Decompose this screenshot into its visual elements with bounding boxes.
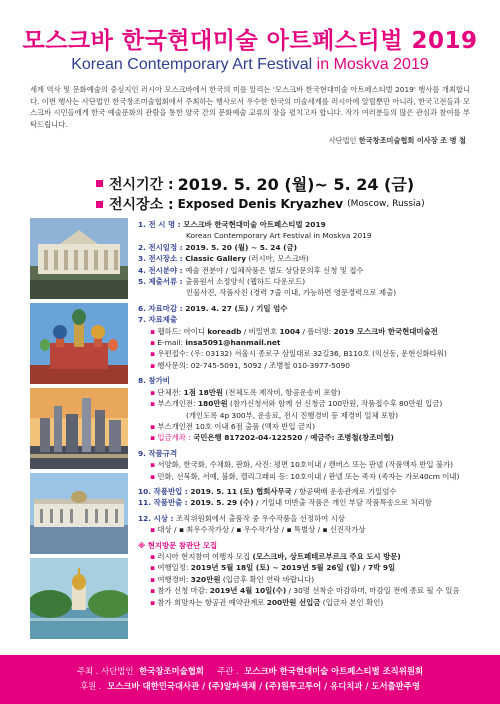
item-documents [138, 276, 478, 287]
moscow-city-skyline [30, 388, 128, 469]
item-value: Classic Gallery [185, 254, 247, 264]
text: 우편접수: (우: 03132) 서울시 종로구 삼일대로 32길36, B110호 (익선동, 운현신화타워) [157, 349, 447, 359]
text: 참가 신청 마감: [157, 586, 210, 596]
text: 웹하드: 아이디 [157, 326, 208, 336]
text: (입금자 본인 확인) [320, 597, 384, 607]
item-value: 2019. 5. 11 (토) 협회사무국 [190, 486, 292, 496]
item-email: ▪ E-mail: insa5091@hanmail.net [150, 338, 281, 348]
item-mail: ▪ 우편접수: (우: 03132) 서울시 종로구 삼일대로 32길36, B110호 (익선동, 운현신화타워) [150, 349, 447, 359]
item-fee-booth-rule: ▪ 부스개인전 10호 이내 6점 출품 (액자 반입 금지) [150, 421, 316, 431]
text: 여행일정: [157, 563, 191, 573]
support-value: 모스크바 대한민국대사관 / (주)알파색채 / (주)원투고투어 / 유디치과 / 도서출판주영 [107, 681, 420, 691]
poster-title-english [0, 56, 500, 74]
item-schedule [138, 242, 478, 253]
item-inquiry: ▪ 행사문의: 02-745-5091, 5092 / 조병철 010-3977-5090 [150, 360, 350, 370]
fee-value: 180만원 [197, 399, 228, 409]
intro-paragraph: 세계 역사 및 문화예술의 중심지인 러시아 모스크바에서 한국의 미를 알리는 '모스크바 한국현대미술 아트페스티벌 2019' 행사를 개최합니다. 이번 행사는 사단법인 한국창조미술협회에서 주최하는 행사로서 우수한 한국의 미술세계를 러시아에 알릴뿐만 아니라, 한국고전들과 모스크바 시민들에게 한국 예술문화의 관람을 통한 양국 간의 문화예술 교류의 장을 펼치고자 합니다. 작가 여러분들의 많은 관심과 참여를 부탁드립니다. [30, 85, 470, 129]
footer-banner [0, 655, 500, 704]
exhibition-period [96, 172, 414, 195]
tour-recruit: ▪ 러시아 현지참여 여행자 모집 (모스크바, 상트페테르부르크 주요 도시 방문) [150, 551, 401, 561]
item-size-b: ▪ 민화, 선묵화, 서예, 불화, 캘리그래피 등: 10호이내 / 판넬 또는 족자 (족자는 가로40cm 이내) [150, 471, 460, 481]
item-head: 1. 전 시 명 : [138, 220, 184, 229]
item-submission-head: 7. 자료제출 [138, 315, 178, 325]
tour-schedule: ▪ 여행일정: 2019년 5월 18일 (토) ~ 2019년 5월 26일 (일) / 7박 9일 [150, 563, 396, 573]
period-value: 2019. 5. 20 (월)~ 5. 24 (금) [177, 175, 415, 194]
tour-value: (모스크바, 상트페테르부르크 주요 도시 방문) [252, 551, 401, 561]
text: (전체도록 제작비, 항공운송비 포함) [223, 387, 341, 397]
text: 행사문의: 02-745-5091, 5092 / 조병철 010-3977-5090 [157, 360, 350, 370]
item-value: 2019. 4. 27 (토) / 기일 엄수 [185, 303, 288, 313]
poster-title-korean: 모스크바 한국현대미술 아트페스티벌 2019 [22, 28, 478, 54]
item-head: 4. 전시분야 : [138, 265, 186, 275]
item-fee-booth: ▪ 부스개인전: 180만원 (참가신청서와 함께 선 신청금 100만원, 작품접수후 80만원 입금) [150, 399, 443, 409]
text: 대상 / ▪ 최우수작가상 / ▪ 우수작가상 / ▪ 특별상 / ▪ 신진작가상 [157, 525, 366, 535]
moscow-classic-building [30, 218, 128, 299]
item-head: 11. 작품반출 : [138, 498, 191, 508]
item-value: 조직위원회에서 출품작 중 우수작품을 선정하여 시상 [176, 513, 345, 523]
item-exhibition-name-en: Korean Contemporary Art Festival in Moskva 2019 [186, 231, 372, 241]
item-size-a: ▪ 서양화, 한국화, 수채화, 판화, 사진: 평면 10호이내 / 캔버스 또는 판넬 (작품액자 반입 불가) [150, 460, 454, 470]
item-artwork-out [138, 497, 478, 508]
text: 부스개인전: [157, 399, 198, 409]
footer-host-line [0, 664, 500, 679]
item-field [138, 265, 478, 276]
text: 부스개인전 10호 이내 6점 출품 (액자 반입 금지) [157, 421, 316, 431]
text: / 30명 선착순 마감하며, 마감일 전에 종료 될 수 있음 [286, 586, 460, 596]
venue-value: Exposed Denis Kryazhev [177, 197, 344, 211]
text: 여행경비: [157, 574, 191, 584]
item-fee-booth-sub: (개인도록 4p 300부, 운송료, 전시 진행경비 등 제경비 일체 포함) [186, 410, 399, 420]
item-fee-group: ▪ 단체전: 1점 18만원 (전체도록 제작비, 항공운송비 포함) [150, 387, 341, 397]
item-head: 10. 작품반입 : [138, 486, 191, 496]
st-petersburg-palace [30, 473, 128, 554]
text: 민화, 선묵화, 서예, 불화, 캘리그래피 등: 10호이내 / 판넬 또는 족자 (족자는 가로40cm 이내) [157, 471, 460, 481]
item-fee-head: 8. 참가비 [138, 376, 170, 386]
item-documents-2: 인물사진, 작품사진 (경력 7줄 이내, 가능하면 영문경력으로 제출) [186, 288, 397, 298]
item-head: 2. 전시일정 : [138, 242, 186, 252]
sponsor-prefix: 사단법인 [328, 136, 359, 145]
text: 러시아 현지참여 여행자 모집 [157, 551, 253, 561]
venue-label: 전시장소 : [109, 197, 174, 213]
item-head: 5. 제출서류 : [138, 277, 186, 287]
item-head: 3. 전시장소 : [138, 254, 186, 264]
text: (참가신청서와 함께 선 신청금 100만원, 작품접수후 80만원 입금) [227, 399, 443, 409]
organizer-label: 주관 . [217, 666, 239, 676]
item-artwork-in [138, 486, 478, 497]
moscow-kremlin-cathedral [30, 303, 128, 384]
title-en-tail: in Moskva 2019 [312, 56, 429, 73]
item-tail: (러시아, 모스크바) [246, 254, 309, 264]
item-exhibition-name [138, 219, 478, 230]
item-value: 모스크바 한국현대미술 아트페스티벌 2019 [183, 220, 326, 229]
sponsor-signature [329, 136, 466, 146]
item-bank-account: ▪ 입금계좌 : 국민은행 817202-04-122520 / 예금주: 조병철(창조미협) [150, 433, 394, 443]
tour-cost: ▪ 여행경비: 320만원 (입금후 확인 연락 바랍니다) [150, 574, 315, 584]
text: (입금후 확인 연락 바랍니다) [220, 574, 315, 584]
item-deadline [138, 303, 478, 314]
footer-support-line [0, 679, 500, 694]
item-awards [138, 513, 478, 524]
text: / 비밀번호 [241, 326, 280, 336]
details-section [138, 219, 478, 608]
item-tail: / 항공택배 운송관계로 기일엄수 [291, 486, 397, 496]
title-en-main: Korean Contemporary Art Festival [71, 56, 313, 73]
period-label: 전시기간 : [109, 176, 174, 193]
webhard-id: koreadb [207, 326, 242, 336]
item-awards-list: ▪ 대상 / ▪ 최우수작가상 / ▪ 우수작가상 / ▪ 특별상 / ▪ 신진작가상 [150, 525, 366, 535]
text: 단체전: [157, 387, 184, 397]
tour-head: ※ 현지방문 참관단 모집 [138, 540, 218, 550]
item-webhard: ▪ 웹하드: 아이디 koreadb / 비밀번호 1004 / 폴더명: 2019 모스크바 한국현대미술전 [150, 326, 438, 336]
webhard-folder: 2019 모스크바 한국현대미술전 [333, 326, 438, 336]
item-head: 12. 시상 : [138, 513, 177, 523]
text: E-mail: [157, 338, 186, 348]
venue-bullet-icon [96, 201, 103, 208]
item-value: 출품원서 소정양식 (웹하드 다운로드) [185, 277, 306, 287]
item-value: 2019. 5. 20 (월) ~ 5. 24 (금) [185, 242, 298, 252]
exhibition-venue [96, 194, 425, 214]
tour-deadline: ▪ 참가 신청 마감: 2019년 4월 10일(수) / 30명 선착순 마감하며, 마감일 전에 종료 될 수 있음 [150, 586, 460, 596]
tour-deposit: ▪ 참가 희망자는 항공권 예약관계로 200만원 선입금 (입금자 본인 확인) [150, 597, 384, 607]
organizer-value: 모스크바 한국현대미술 아트페스티벌 조직위원회 [244, 666, 424, 676]
item-head: 6. 자료마감 : [138, 303, 186, 313]
photo-column [30, 218, 128, 643]
item-tail: / 기일내 미반출 작품은 개인 부담 작품특송으로 처리함 [253, 498, 432, 508]
account-value: 국민은행 817202-04-122520 / 예금주: 조병철(창조미협) [193, 433, 394, 443]
period-bullet-icon [96, 180, 103, 187]
item-venue [138, 253, 478, 264]
support-label: 후원 . [80, 681, 102, 691]
sponsor-name: 한국창조미술협회 이사장 조 병 철 [358, 136, 466, 145]
webhard-password: 1004 [279, 326, 301, 336]
russian-church-river [30, 558, 128, 639]
host-value: 한국창조미술협회 [139, 666, 204, 676]
email-link[interactable]: insa5091@hanmail.net [185, 338, 281, 348]
venue-sub: (Moscow, Russia) [347, 199, 425, 209]
text: / 폴더명: [300, 326, 334, 336]
text: 참가 희망자는 항공권 예약관계로 [157, 597, 267, 607]
item-size-head: 9. 작품규격 [138, 448, 178, 458]
fee-value: 1점 18만원 [183, 387, 224, 397]
text: 입금계좌 : [157, 433, 194, 443]
tour-value: 2019년 4월 10일(수) [209, 586, 287, 596]
tour-value: 2019년 5월 18일 (토) ~ 2019년 5월 26일 (일) / 7박 9일 [190, 563, 396, 573]
text: 서양화, 한국화, 수채화, 판화, 사진: 평면 10호이내 / 캔버스 또는 판넬 (작품액자 반입 불가) [157, 460, 454, 470]
host-label: 주최 . 사단법인 [76, 666, 134, 676]
item-value: 2019. 5. 29 (수) [190, 498, 254, 508]
tour-value: 320만원 [190, 574, 221, 584]
item-value: 예술 전분야 / 입체작품은 별도 상담문의후 신청 및 접수 [185, 265, 364, 275]
tour-value: 200만원 선입금 [266, 597, 321, 607]
